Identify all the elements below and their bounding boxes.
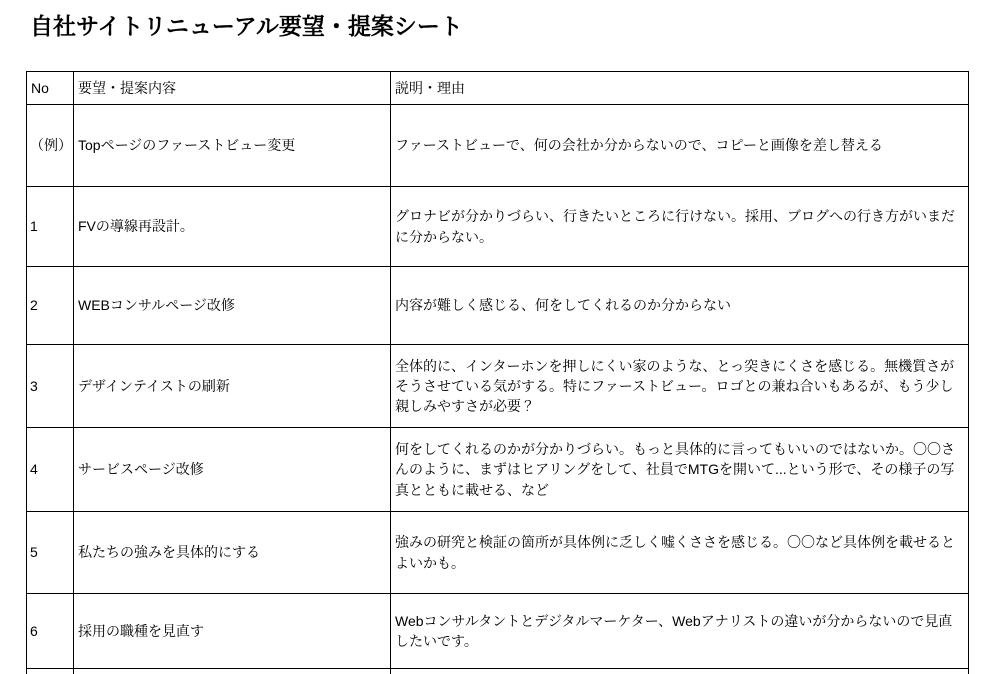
cell-request: FVの導線再設計。 [74,187,391,267]
cell-request [74,669,391,674]
table-header-row [27,72,969,105]
cell-no [27,669,74,674]
cell-reason [391,669,969,674]
cell-reason: 何をしてくれるのかが分かりづらい。もっと具体的に言ってもいいのではないか。〇〇さんのように、まずはヒアリングをして、社員でMTGを開いて...という形で、その様子の写真とともに載せる、など [391,428,969,512]
table-row [27,105,969,187]
table-row [27,345,969,428]
cell-reason: グロナビが分かりづらい、行きたいところに行けない。採用、ブログへの行き方がいまだに分からない。 [391,187,969,267]
cell-no: 5 [27,512,74,594]
cell-reason: 強みの研究と検証の箇所が具体例に乏しく嘘くささを感じる。〇〇など具体例を載せるとよいかも。 [391,512,969,594]
cell-no: 4 [27,428,74,512]
table-row [27,267,969,345]
table-row-partial [27,669,969,674]
cell-request: サービスページ改修 [74,428,391,512]
cell-request: 採用の職種を見直す [74,594,391,669]
cell-no: 2 [27,267,74,345]
cell-reason: ファーストビューで、何の会社か分からないので、コピーと画像を差し替える [391,105,969,187]
table-row [27,187,969,267]
column-header-request: 要望・提案内容 [74,72,391,105]
table-row [27,594,969,669]
cell-no: 3 [27,345,74,428]
cell-request: WEBコンサルページ改修 [74,267,391,345]
column-header-reason: 説明・理由 [391,72,969,105]
proposal-table [26,71,969,674]
table-row [27,512,969,594]
cell-request: Topページのファーストビュー変更 [74,105,391,187]
column-header-no: No [27,72,74,105]
table-row [27,428,969,512]
cell-no: 1 [27,187,74,267]
page-title: 自社サイトリニューアル要望・提案シート [30,13,463,39]
cell-no: 6 [27,594,74,669]
cell-request: 私たちの強みを具体的にする [74,512,391,594]
cell-no: （例） [27,105,74,187]
cell-reason: Webコンサルタントとデジタルマーケター、Webアナリストの違いが分からないので見直したいです。 [391,594,969,669]
cell-reason: 全体的に、インターホンを押しにくい家のような、とっ突きにくさを感じる。無機質さがそうさせている気がする。特にファーストビュー。ロゴとの兼ね合いもあるが、もう少し親しみやすさが必要？ [391,345,969,428]
cell-reason: 内容が難しく感じる、何をしてくれるのか分からない [391,267,969,345]
cell-request: デザインテイストの刷新 [74,345,391,428]
